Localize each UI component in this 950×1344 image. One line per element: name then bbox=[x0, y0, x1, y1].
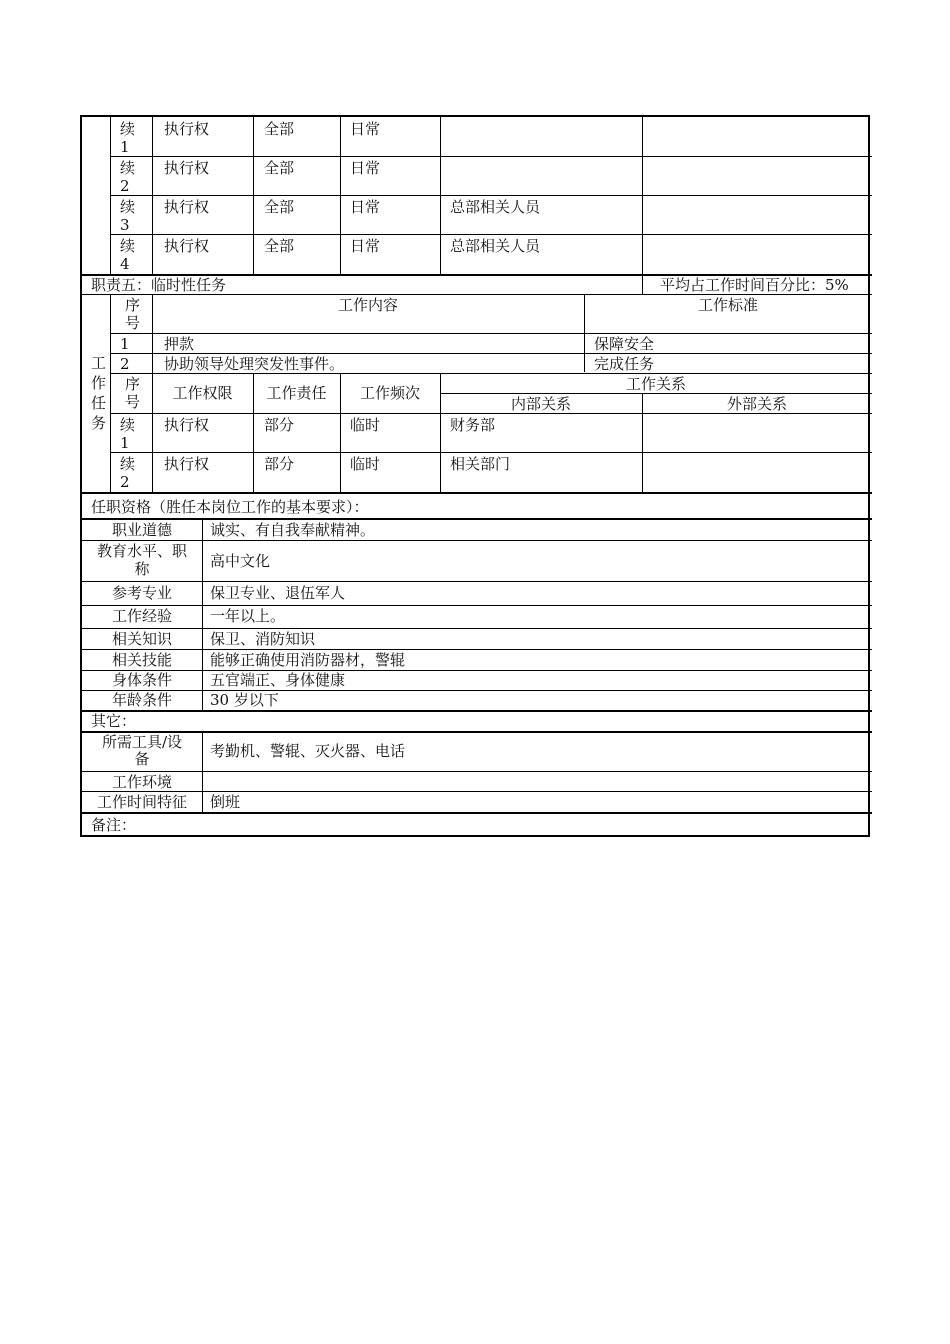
seq-header-2-a: 序 bbox=[125, 375, 141, 393]
qual-skills-label: 相关技能 bbox=[111, 651, 172, 669]
seq-header-b: 号 bbox=[125, 314, 141, 332]
s4-row-4-authority: 执行权 bbox=[164, 237, 210, 255]
s5-row-1-seq-a: 续 bbox=[120, 416, 136, 434]
s5-row-2-seq-b: 2 bbox=[120, 473, 130, 491]
s5-row-1-internal: 财务部 bbox=[450, 416, 496, 434]
qual-physical-value: 五官端正、身体健康 bbox=[210, 671, 346, 689]
side-label-char-4: 务 bbox=[91, 414, 107, 432]
s4-row-4-seq-a: 续 bbox=[120, 237, 136, 255]
other-title: 其它： bbox=[91, 712, 137, 730]
frequency-header: 工作频次 bbox=[359, 384, 420, 402]
internal-relations-header: 内部关系 bbox=[510, 395, 571, 413]
s4-row-3-seq-b: 3 bbox=[120, 216, 130, 234]
qual-ethics-value: 诚实、有自我奉献精神。 bbox=[210, 521, 376, 539]
task-row-2-content: 协助领导处理突发性事件。 bbox=[164, 355, 345, 373]
s4-row-1-responsibility: 全部 bbox=[264, 120, 295, 138]
qual-education-label-a: 教育水平、职 bbox=[96, 542, 187, 560]
external-relations-header: 外部关系 bbox=[726, 395, 787, 413]
task-row-2-standard: 完成任务 bbox=[594, 355, 655, 373]
s5-row-1-responsibility: 部分 bbox=[264, 416, 295, 434]
qual-age-label: 年龄条件 bbox=[111, 691, 172, 709]
task-row-1-no: 1 bbox=[120, 335, 130, 353]
qual-education-value: 高中文化 bbox=[210, 552, 271, 570]
qual-experience-value: 一年以上。 bbox=[210, 607, 286, 625]
qualifications-title: 任职资格（胜任本岗位工作的基本要求）： bbox=[91, 498, 369, 516]
side-label-char-3: 任 bbox=[91, 394, 107, 412]
s4-row-2-frequency: 日常 bbox=[350, 159, 381, 177]
task-row-1-standard: 保障安全 bbox=[594, 335, 655, 353]
task-row-2-no: 2 bbox=[120, 355, 130, 373]
tools-label-a: 所需工具/设 bbox=[101, 733, 183, 751]
qual-major-label: 参考专业 bbox=[111, 584, 172, 602]
s4-row-4-frequency: 日常 bbox=[350, 237, 381, 255]
qual-knowledge-label: 相关知识 bbox=[111, 630, 172, 648]
task-row-1-content: 押款 bbox=[164, 335, 195, 353]
seq-header-2-b: 号 bbox=[125, 393, 141, 411]
s4-row-2-responsibility: 全部 bbox=[264, 159, 295, 177]
s5-row-2-frequency: 临时 bbox=[350, 455, 381, 473]
s4-row-3-internal: 总部相关人员 bbox=[450, 198, 541, 216]
s4-row-4-responsibility: 全部 bbox=[264, 237, 295, 255]
work-standard-header: 工作标准 bbox=[697, 296, 758, 314]
qual-physical-label: 身体条件 bbox=[111, 671, 172, 689]
remarks-label: 备注： bbox=[91, 816, 137, 834]
authority-header: 工作权限 bbox=[172, 384, 233, 402]
s5-row-2-internal: 相关部门 bbox=[450, 455, 511, 473]
s5-row-1-seq-b: 1 bbox=[120, 434, 130, 452]
section-5-title: 职责五：临时性任务 bbox=[91, 276, 227, 294]
s4-row-1-seq-a: 续 bbox=[120, 120, 136, 138]
qual-knowledge-value: 保卫、消防知识 bbox=[210, 630, 316, 648]
seq-header-a: 序 bbox=[125, 296, 141, 314]
s4-row-3-frequency: 日常 bbox=[350, 198, 381, 216]
side-label-char-2: 作 bbox=[91, 374, 107, 392]
qual-skills-value: 能够正确使用消防器材，警辊 bbox=[210, 651, 406, 669]
environment-label: 工作环境 bbox=[111, 773, 172, 791]
qual-ethics-label: 职业道德 bbox=[111, 521, 172, 539]
work-time-label: 工作时间特征 bbox=[96, 793, 187, 811]
s5-row-2-responsibility: 部分 bbox=[264, 455, 295, 473]
section-5-time-share: 平均占工作时间百分比：5% bbox=[660, 276, 849, 294]
s4-row-1-frequency: 日常 bbox=[350, 120, 381, 138]
relations-header: 工作关系 bbox=[625, 375, 686, 393]
tools-value: 考勤机、警辊、灭火器、电话 bbox=[210, 742, 406, 760]
responsibility-header: 工作责任 bbox=[266, 384, 327, 402]
s4-row-3-authority: 执行权 bbox=[164, 198, 210, 216]
s4-row-1-authority: 执行权 bbox=[164, 120, 210, 138]
job-description-form bbox=[80, 115, 870, 837]
s4-row-2-authority: 执行权 bbox=[164, 159, 210, 177]
s5-row-2-seq-a: 续 bbox=[120, 455, 136, 473]
s4-row-3-seq-a: 续 bbox=[120, 198, 136, 216]
qual-age-value: 30 岁以下 bbox=[210, 691, 279, 709]
qual-education-label-b: 称 bbox=[134, 560, 150, 578]
s5-row-1-frequency: 临时 bbox=[350, 416, 381, 434]
s5-row-2-authority: 执行权 bbox=[164, 455, 210, 473]
s4-row-4-seq-b: 4 bbox=[120, 255, 130, 273]
work-content-header: 工作内容 bbox=[337, 296, 398, 314]
s4-row-2-seq-a: 续 bbox=[120, 159, 136, 177]
s5-row-1-authority: 执行权 bbox=[164, 416, 210, 434]
s4-row-4-internal: 总部相关人员 bbox=[450, 237, 541, 255]
s4-row-1-seq-b: 1 bbox=[120, 138, 130, 156]
side-label-char-1: 工 bbox=[91, 354, 107, 372]
s4-row-3-responsibility: 全部 bbox=[264, 198, 295, 216]
work-time-value: 倒班 bbox=[210, 793, 241, 811]
s4-row-2-seq-b: 2 bbox=[120, 177, 130, 195]
tools-label-b: 备 bbox=[134, 750, 150, 768]
qual-major-value: 保卫专业、退伍军人 bbox=[210, 584, 346, 602]
qual-experience-label: 工作经验 bbox=[111, 607, 172, 625]
